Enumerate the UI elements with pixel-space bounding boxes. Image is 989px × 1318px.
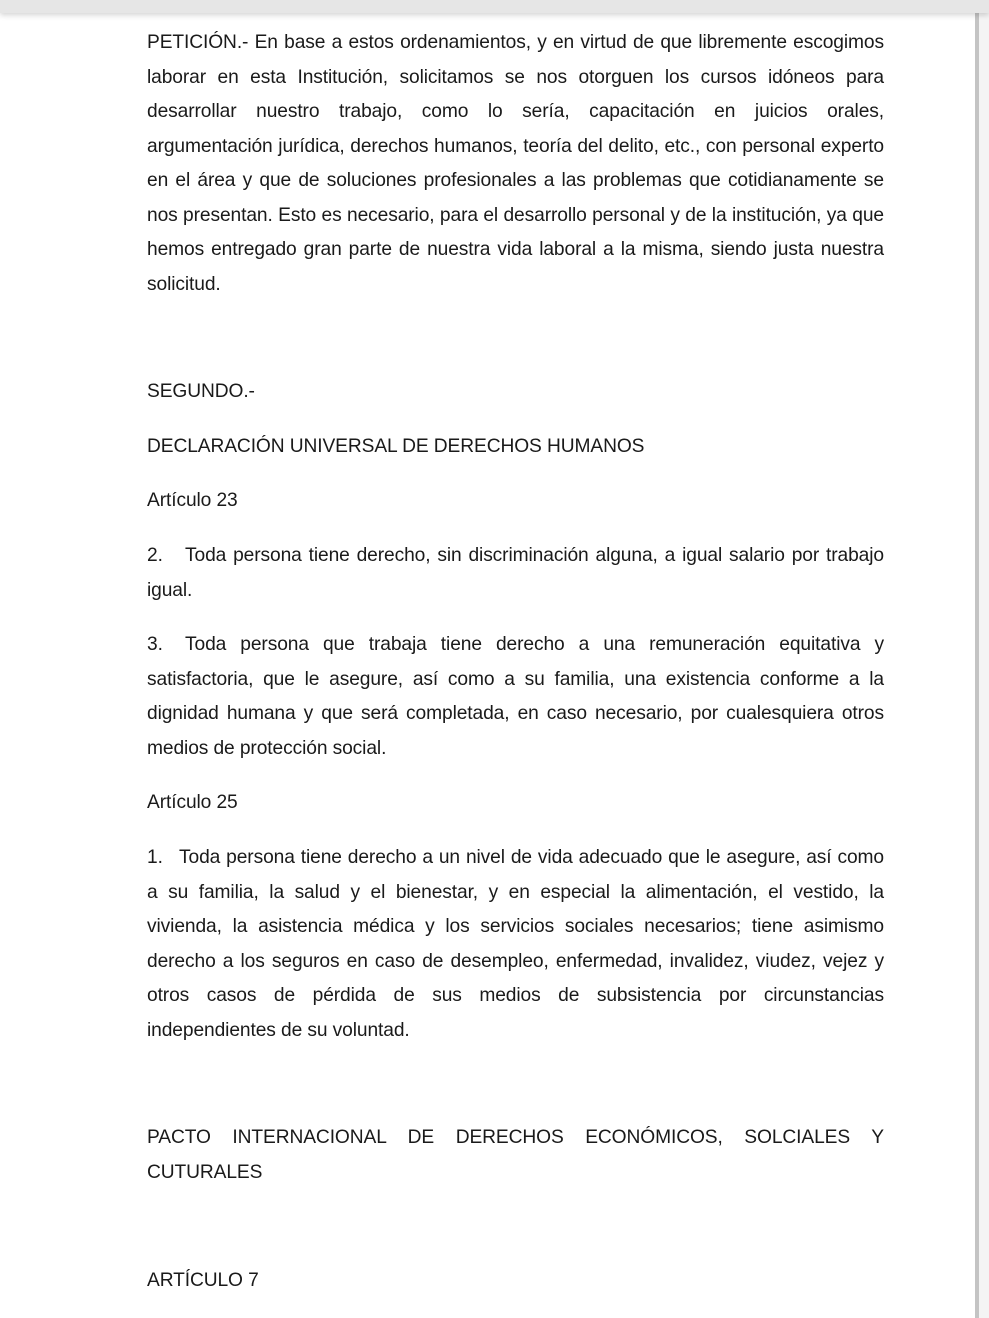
- segundo-heading: SEGUNDO.-: [147, 381, 255, 402]
- item-text: Toda persona tiene derecho a un nivel de vida adecuado que le asegure, así como a su familia, la salud y el bienestar, y en especial la alimentación, el vestido, la vivienda, la asistencia médica y los servicios sociales necesarios; tiene asimismo derecho a los seguros en caso de desempleo, enfermedad, invalidez, viudez, vejez y otros casos de pérdida de sus medios de subsistencia por circunstancias independientes de su voluntad.: [147, 847, 884, 1041]
- articulo-23-title: Artículo 23: [147, 490, 238, 511]
- articulo-23-item-2: [147, 539, 884, 608]
- item-number: 1.: [147, 847, 163, 868]
- viewer-right-gutter: [979, 13, 989, 1318]
- document-page: [0, 13, 975, 1318]
- articulo-7-title: ARTÍCULO 7: [147, 1270, 259, 1291]
- item-number: 2.: [147, 545, 163, 566]
- item-text: Toda persona que trabaja tiene derecho a una remuneración equitativa y satisfactoria, que le asegure, así como a su familia, una existencia conforme a la dignidad humana y que será completada, en caso necesario, por cualesquiera otros medios de protección social.: [147, 634, 884, 759]
- item-text: Toda persona tiene derecho, sin discriminación alguna, a igual salario por trabajo igual.: [147, 545, 884, 601]
- item-number: 3.: [147, 634, 163, 655]
- pacto-title: PACTO INTERNACIONAL DE DERECHOS ECONÓMICOS, SOLCIALES Y CUTURALES: [147, 1127, 884, 1183]
- viewer-top-bar: [0, 0, 989, 13]
- articulo-25-item-1: [147, 841, 884, 1048]
- declaracion-title: DECLARACIÓN UNIVERSAL DE DERECHOS HUMANOS: [147, 436, 645, 457]
- peticion-paragraph: PETICIÓN.- En base a estos ordenamientos, y en virtud de que libremente escogimos laborar en esta Institución, solicitamos se nos otorguen los cursos idóneos para desarrollar nuestro trabajo, como lo sería, capacitación en juicios orales, argumentación jurídica, derechos humanos, teoría del delito, etc., con personal experto en el área y que de soluciones profesionales a las problemas que cotidianamente se nos presentan. Esto es necesario, para el desarrollo personal y de la institución, ya que hemos entregado gran parte de nuestra vida laboral a la misma, siendo justa nuestra solicitud.: [147, 32, 884, 295]
- articulo-23-item-3: [147, 628, 884, 766]
- articulo-25-title: Artículo 25: [147, 792, 238, 813]
